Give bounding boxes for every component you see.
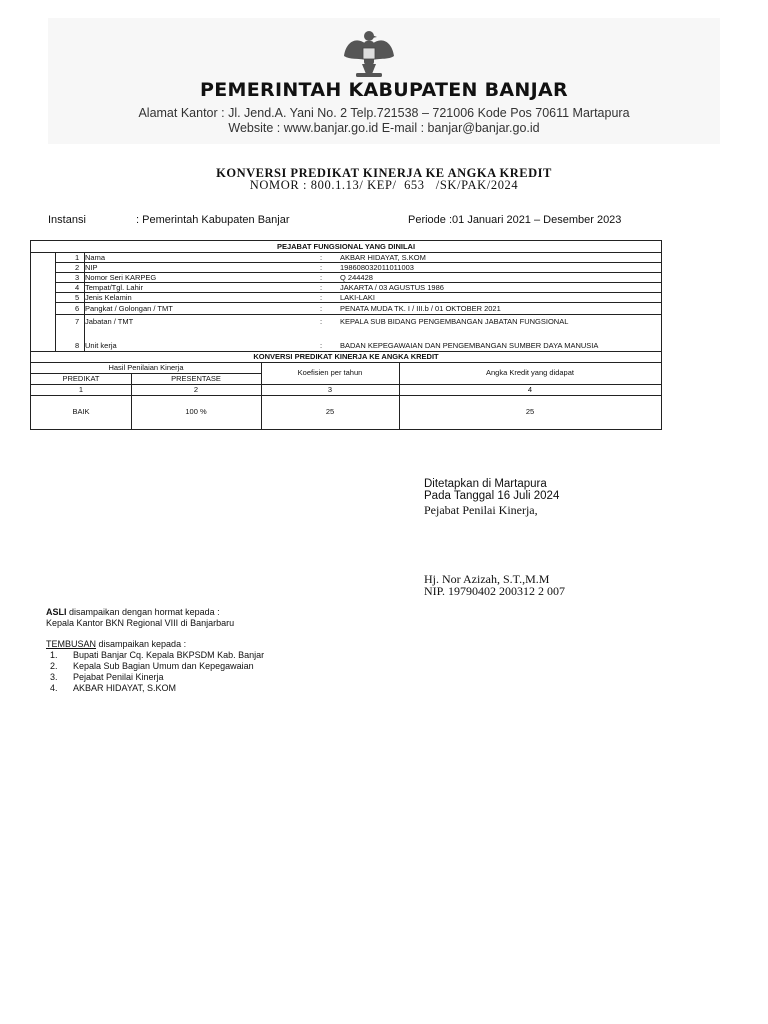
column-number: 4 bbox=[527, 385, 533, 394]
row-value: Q 244428 bbox=[340, 273, 373, 282]
row-value: BADAN KEPEGAWAIAN DAN PENGEMBANGAN SUMBER DAYA MANUSIA bbox=[340, 341, 599, 350]
pejabat-header: PEJABAT FUNGSIONAL YANG DINILAI bbox=[276, 242, 416, 251]
periode: Periode :01 Januari 2021 – Desember 2023 bbox=[408, 214, 622, 226]
list-item-number: 2. bbox=[50, 661, 58, 671]
tembusan-label: TEMBUSAN bbox=[46, 639, 97, 649]
row-separator: : bbox=[320, 341, 323, 350]
list-item: Bupati Banjar Cq. Kepala BKPSDM Kab. Banjar bbox=[73, 650, 265, 660]
hasil-penilaian-label: Hasil Penilaian Kinerja bbox=[108, 363, 184, 372]
government-title: PEMERINTAH KABUPATEN BANJAR bbox=[200, 79, 568, 101]
row-value: 198608032011011003 bbox=[340, 263, 414, 272]
list-item: Kepala Sub Bagian Umum dan Kepegawaian bbox=[73, 661, 254, 671]
list-item-number: 3. bbox=[50, 672, 58, 682]
column-header-koefisien: Koefisien per tahun bbox=[297, 368, 363, 377]
column-header-angka-kredit: Angka Kredit yang didapat bbox=[486, 368, 574, 377]
list-item-number: 4. bbox=[50, 683, 58, 693]
column-number: 2 bbox=[193, 385, 199, 394]
row-separator: : bbox=[320, 283, 323, 292]
column-number: 1 bbox=[78, 385, 84, 394]
asli-line bbox=[46, 607, 220, 617]
row-number: 6 bbox=[75, 304, 80, 313]
row-separator: : bbox=[320, 263, 323, 272]
row-label: Nomor Seri KARPEG bbox=[85, 273, 157, 282]
asli-label: ASLI bbox=[46, 607, 67, 617]
column-header-predikat: PREDIKAT bbox=[62, 374, 100, 383]
tembusan-line bbox=[46, 639, 186, 649]
row-label: Jenis Kelamin bbox=[85, 293, 132, 302]
signatory-nip: NIP. 19790402 200312 2 007 bbox=[424, 584, 566, 598]
row-separator: : bbox=[320, 304, 323, 313]
asli-text: disampaikan dengan hormat kepada : bbox=[66, 607, 220, 617]
row-label: Nama bbox=[85, 253, 106, 262]
row-label: Pangkat / Golongan / TMT bbox=[85, 304, 173, 313]
row-label: Jabatan / TMT bbox=[85, 317, 134, 326]
document-number: NOMOR : 800.1.13/ KEP/ 653 /SK/PAK/2024 bbox=[249, 178, 519, 192]
asli-recipient: Kepala Kantor BKN Regional VIII di Banjarbaru bbox=[46, 618, 235, 628]
row-value: AKBAR HIDAYAT, S.KOM bbox=[340, 253, 426, 262]
list-item: Pejabat Penilai Kinerja bbox=[73, 672, 164, 682]
tembusan-text: disampaikan kepada : bbox=[96, 639, 187, 649]
row-value: JAKARTA / 03 AGUSTUS 1986 bbox=[340, 283, 444, 292]
row-separator: : bbox=[320, 317, 323, 326]
row-number: 4 bbox=[75, 283, 80, 292]
predikat-value: BAIK bbox=[72, 407, 90, 416]
instansi-value: : Pemerintah Kabupaten Banjar bbox=[136, 214, 290, 226]
instansi-label: Instansi bbox=[48, 214, 86, 226]
garuda-emblem-icon bbox=[336, 26, 402, 80]
row-separator: : bbox=[320, 293, 323, 302]
row-value: LAKI-LAKI bbox=[340, 293, 376, 302]
row-number: 3 bbox=[75, 273, 80, 282]
row-label: Tempat/Tgl. Lahir bbox=[85, 283, 143, 292]
column-header-presentase: PRESENTASE bbox=[171, 374, 221, 383]
signature-date: Pada Tanggal 16 Juli 2024 bbox=[424, 490, 560, 502]
angka-kredit-value: 25 bbox=[525, 407, 535, 416]
row-value: PENATA MUDA TK. I / III.b / 01 OKTOBER 2021 bbox=[340, 304, 501, 313]
signatory-name: Hj. Nor Azizah, S.T.,M.M bbox=[424, 572, 550, 586]
list-item: AKBAR HIDAYAT, S.KOM bbox=[73, 683, 177, 693]
row-number: 7 bbox=[75, 317, 80, 326]
list-item-number: 1. bbox=[50, 650, 58, 660]
signature-role: Pejabat Penilai Kinerja, bbox=[424, 503, 538, 517]
website-email: Website : www.banjar.go.id E-mail : banjar@banjar.go.id bbox=[228, 121, 540, 135]
presentase-value: 100 % bbox=[185, 407, 207, 416]
row-separator: : bbox=[320, 253, 323, 262]
konversi-header: KONVERSI PREDIKAT KINERJA KE ANGKA KREDIT bbox=[253, 352, 439, 361]
row-label: Unit kerja bbox=[85, 341, 117, 350]
row-label: NIP bbox=[85, 263, 98, 272]
row-value: KEPALA SUB BIDANG PENGEMBANGAN JABATAN FUNGSIONAL bbox=[340, 317, 569, 326]
row-number: 5 bbox=[75, 293, 80, 302]
koefisien-value: 25 bbox=[325, 407, 335, 416]
row-separator: : bbox=[320, 273, 323, 282]
assessment-table bbox=[30, 240, 662, 430]
office-address: Alamat Kantor : Jl. Jend.A. Yani No. 2 Telp.721538 – 721006 Kode Pos 70611 Martapura bbox=[138, 106, 630, 120]
document-title: KONVERSI PREDIKAT KINERJA KE ANGKA KREDIT bbox=[216, 166, 552, 180]
row-number: 8 bbox=[75, 341, 80, 350]
column-number: 3 bbox=[327, 385, 333, 394]
signature-place: Ditetapkan di Martapura bbox=[424, 478, 547, 490]
row-number: 1 bbox=[75, 253, 80, 262]
row-number: 2 bbox=[75, 263, 80, 272]
